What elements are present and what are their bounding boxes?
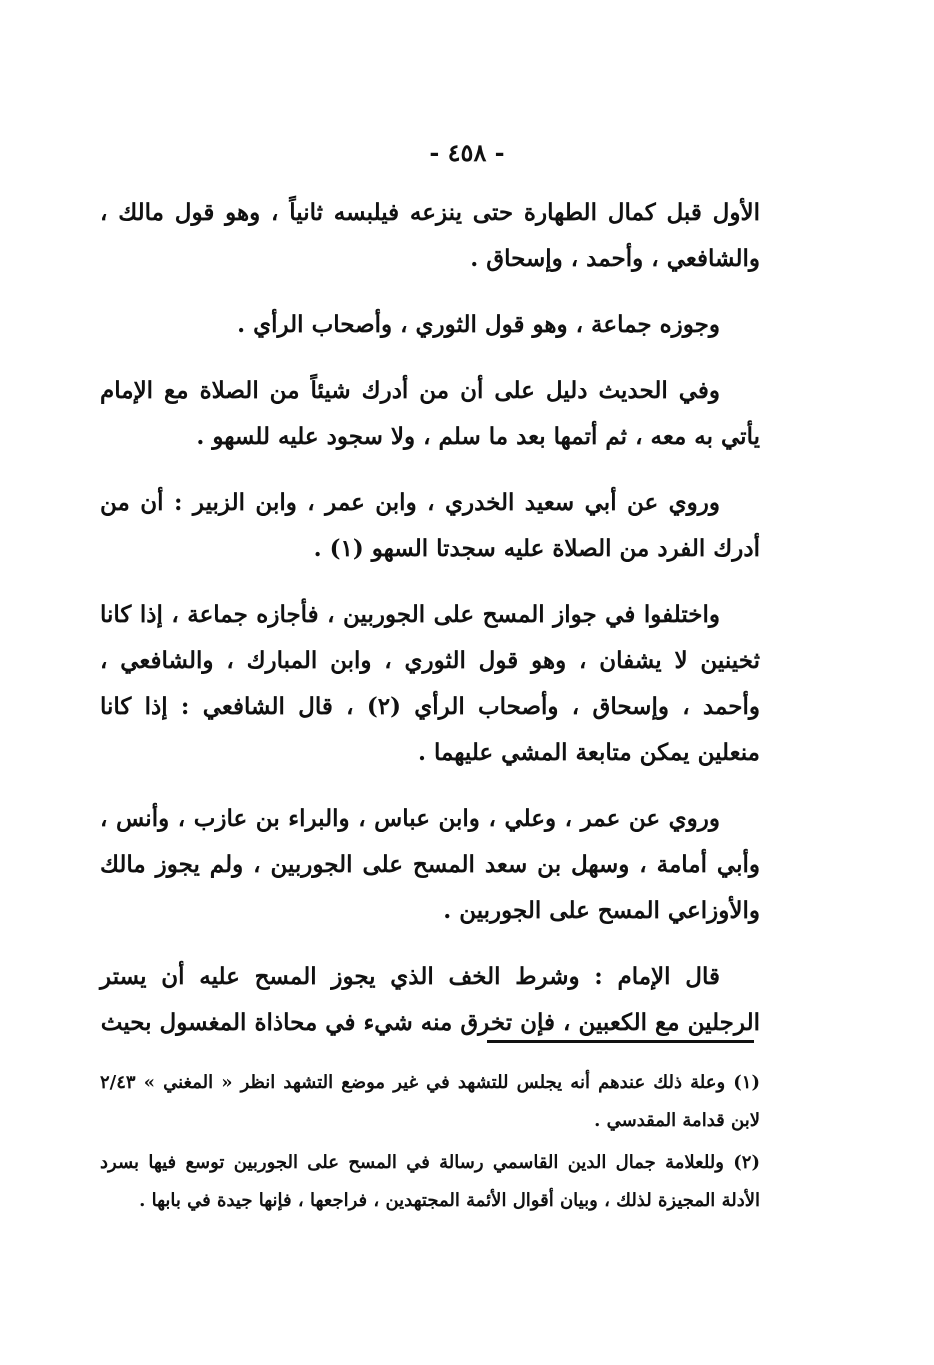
paragraph: واختلفوا في جواز المسح على الجوربين ، فأجازه جماعة ، إذا كانا ثخينين لا يشفان ، وهو قول الثوري ، وابن المبارك ، والشافعي ، وأحمد ، وإسحاق ، وأصحاب الرأي (٢) ، قال الشافعي : إذا كانا منعلين يمكن متابعة المشي عليهما . [100,601,760,766]
paragraph: وروي عن أبي سعيد الخدري ، وابن عمر ، وابن الزبير : أن من أدرك الفرد من الصلاة عليه سجدتا السهو (١) . [100,489,760,562]
footnote-divider [487,1040,754,1043]
paragraph: الأول قبل كمال الطهارة حتى ينزعه فيلبسه ثانياً ، وهو قول مالك ، والشافعي ، وأحمد ، وإسحاق . [100,199,760,272]
paragraph: وجوزه جماعة ، وهو قول الثوري ، وأصحاب الرأي . [237,311,720,338]
main-text [100,190,760,1066]
page-number: - ٤٥٨ - [429,138,505,167]
footnote: (٢) وللعلامة جمال الدين القاسمي رسالة في المسح على الجوربين توسع فيها بسرد الأدلة المجيزة لذلك ، وبيان أقوال الأئمة المجتهدين ، فراجعها ، فإنها جيدة في بابها . [100,1152,760,1211]
footnotes [100,1064,760,1224]
paragraph: وروي عن عمر ، وعلي ، وابن عباس ، والبراء بن عازب ، وأنس ، وأبي أمامة ، وسهل بن سعد المسح على الجوربين ، ولم يجوز مالك والأوزاعي المسح على الجوربين . [100,805,760,924]
paragraph: قال الإمام : وشرط الخف الذي يجوز المسح عليه أن يستر الرجلين مع الكعبين ، فإن تخرق منه شيء في محاذاة المغسول بحيث [100,963,760,1036]
footnote: (١) وعلة ذلك عندهم أنه يجلس للتشهد في غير موضع التشهد انظر « المغني » ٢/٤٣ لابن قدامة المقدسي . [100,1072,760,1131]
paragraph: وفي الحديث دليل على أن من أدرك شيئاً من الصلاة مع الإمام يأتي به معه ، ثم أتمها بعد ما سلم ، ولا سجود عليه للسهو . [100,377,760,450]
